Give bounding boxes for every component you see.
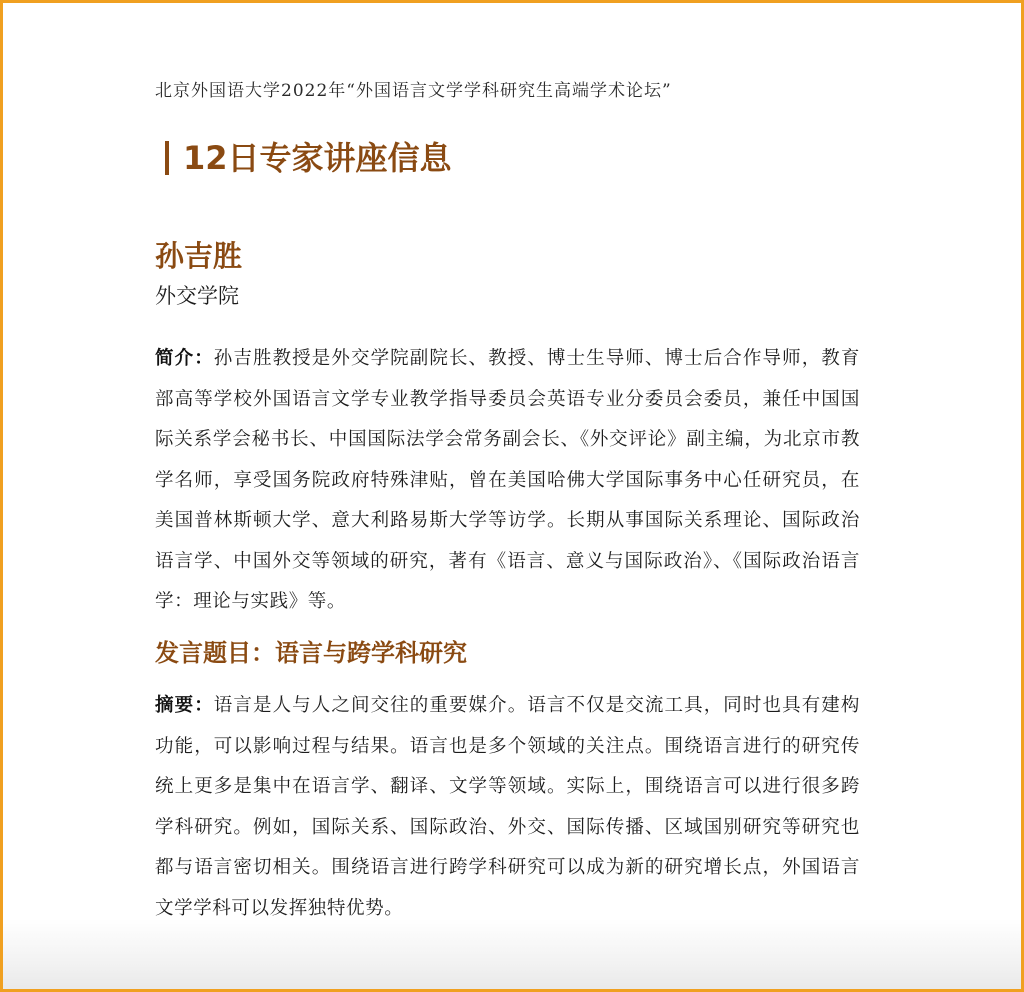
section-heading-text: 12日专家讲座信息 xyxy=(183,139,452,177)
section-heading xyxy=(165,133,452,179)
speaker-name: 孙吉胜 xyxy=(155,239,243,273)
abstract-text: 语言是人与人之间交往的重要媒介。语言不仅是交流工具，同时也具有建构功能，可以影响过程与结果。语言也是多个领域的关注点。围绕语言进行的研究传统上更多是集中在语言学、翻译、文学等领域。实际上，围绕语言可以进行很多跨学科研究。例如，国际关系、国际政治、外交、国际传播、区域国别研究等研究也都与语言密切相关。围绕语言进行跨学科研究可以成为新的研究增长点，外国语言文学学科可以发挥独特优势。 xyxy=(155,695,860,919)
speaker-department: 外交学院 xyxy=(155,284,239,308)
bio-label: 简介： xyxy=(155,348,214,369)
bio-paragraph xyxy=(155,339,860,623)
talk-title: 发言题目：语言与跨学科研究 xyxy=(155,639,467,667)
bottom-fade xyxy=(3,919,1021,989)
heading-bar-icon xyxy=(165,141,169,175)
abstract-paragraph xyxy=(155,686,860,929)
bio-text: 孙吉胜教授是外交学院副院长、教授、博士生导师、博士后合作导师，教育部高等学校外国语言文学专业教学指导委员会英语专业分委员会委员，兼任中国国际关系学会秘书长、中国国际法学会常务副会长、《外交评论》副主编，为北京市教学名师，享受国务院政府特殊津贴，曾在美国哈佛大学国际事务中心任研究员，在美国普林斯顿大学、意大利路易斯大学等访学。长期从事国际关系理论、国际政治语言学、中国外交等领域的研究，著有《语言、意义与国际政治》、《国际政治语言学：理论与实践》等。 xyxy=(155,348,860,612)
abstract-label: 摘要： xyxy=(155,695,214,716)
forum-title: 北京外国语大学2022年“外国语言文学学科研究生高端学术论坛” xyxy=(155,81,672,101)
